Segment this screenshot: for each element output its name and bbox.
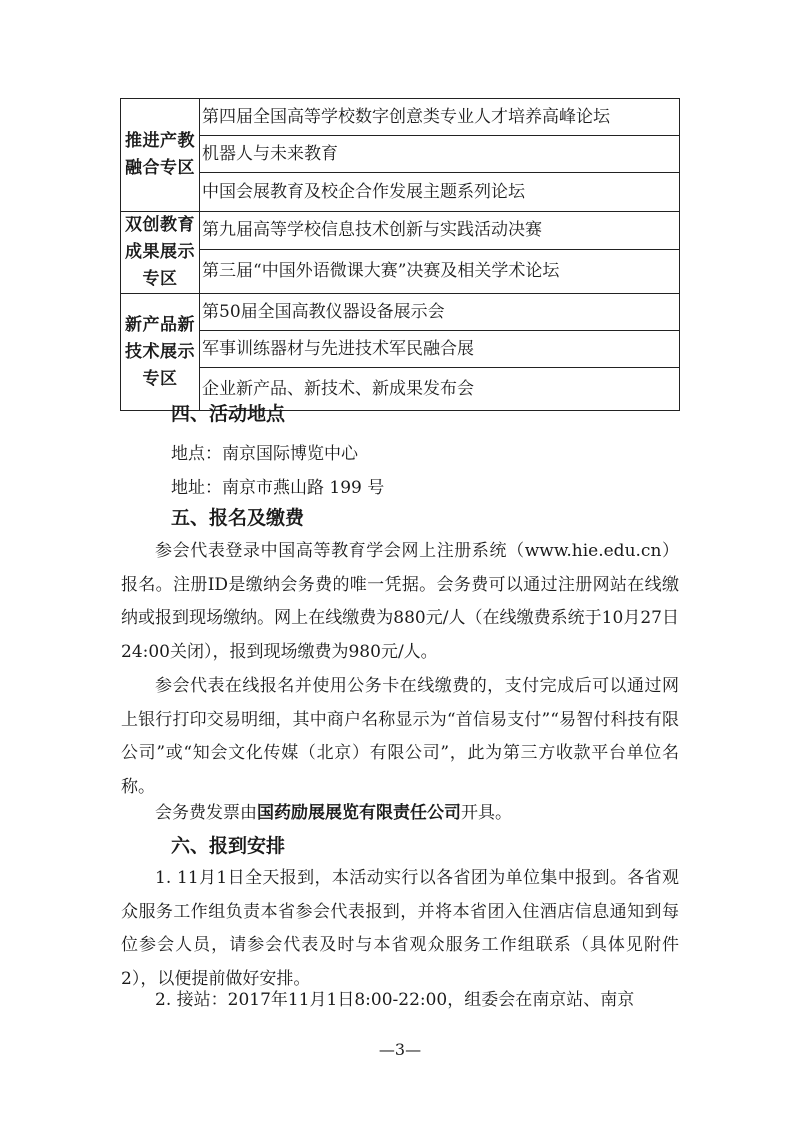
- item-cell: 机器人与未来教育: [200, 136, 680, 173]
- table-row: [121, 331, 680, 368]
- category-line: 专区: [142, 368, 178, 389]
- registration-paragraph: 参会代表登录中国高等教育学会网上注册系统（www.hie.edu.cn）报名。注册ID是缴纳会务费的唯一凭据。会务费可以通过注册网站在线缴纳或报到现场缴纳。网上在线缴费为880元/人（在线缴费系统于10月27日24:00关闭），报到现场缴费为980元/人。: [121, 541, 679, 663]
- table-row: [121, 294, 680, 331]
- page-number: —3—: [378, 1040, 422, 1059]
- category-cell: [121, 212, 200, 294]
- category-line: 专区: [142, 269, 178, 289]
- category-cell: [121, 99, 200, 212]
- invoice-company: 国药励展展览有限责任公司: [257, 803, 461, 823]
- item-cell: 军事训练器材与先进技术军民融合展: [200, 331, 680, 368]
- table-row: [121, 99, 680, 136]
- venue-line: 地点：南京国际博览中心: [171, 444, 358, 464]
- zone-table: [120, 98, 680, 411]
- section-heading: 五、报名及缴费: [171, 507, 305, 529]
- category-cell: [121, 294, 200, 411]
- table-row: [121, 212, 680, 250]
- address-line: 地址：南京市燕山路 199 号: [171, 478, 385, 498]
- category-line: 成果展示: [125, 242, 195, 262]
- payment-card-paragraph: 参会代表在线报名并使用公务卡在线缴费的，支付完成后可以通过网上银行打印交易明细，其中商户名称显示为“首信易支付”“易智付科技有限公司”或“知会文化传媒（北京）有限公司”，此为第三方收款平台单位名称。: [121, 676, 679, 798]
- item-cell: 第九届高等学校信息技术创新与实践活动决赛: [200, 212, 680, 250]
- item-cell: 第50届全国高教仪器设备展示会: [200, 294, 680, 331]
- item-cell: 企业新产品、新技术、新成果发布会: [200, 368, 680, 411]
- pickup-paragraph: 2. 接站：2017年11月1日8:00-22:00，组委会在南京站、南京: [155, 990, 635, 1010]
- invoice-paragraph: [121, 797, 679, 831]
- table-row: [121, 136, 680, 173]
- invoice-prefix: 会务费发票由: [155, 803, 257, 823]
- category-line: 推进产教: [125, 131, 195, 151]
- item-cell: 第三届“中国外语微课大赛”决赛及相关学术论坛: [200, 249, 680, 293]
- category-line: 技术展示: [125, 341, 195, 362]
- category-line: 新产品新: [125, 314, 195, 335]
- checkin-paragraph: 1. 11月1日全天报到，本活动实行以各省团为单位集中报到。各省观众服务工作组负责本省参会代表报到，并将本省团入住酒店信息通知到每位参会人员，请参会代表及时与本省观众服务工作组联系（具体见附件2），以便提前做好安排。: [121, 868, 679, 990]
- item-cell: 第四届全国高等学校数字创意类专业人才培养高峰论坛: [200, 99, 680, 136]
- item-cell: 中国会展教育及校企合作发展主题系列论坛: [200, 173, 680, 212]
- invoice-suffix: 开具。: [461, 803, 512, 823]
- section-heading: 六、报到安排: [171, 835, 286, 857]
- table-row: [121, 173, 680, 212]
- section-heading: 四、活动地点: [171, 403, 286, 425]
- category-line: 双创教育: [125, 215, 195, 235]
- category-line: 融合专区: [125, 158, 195, 178]
- table-row: [121, 249, 680, 293]
